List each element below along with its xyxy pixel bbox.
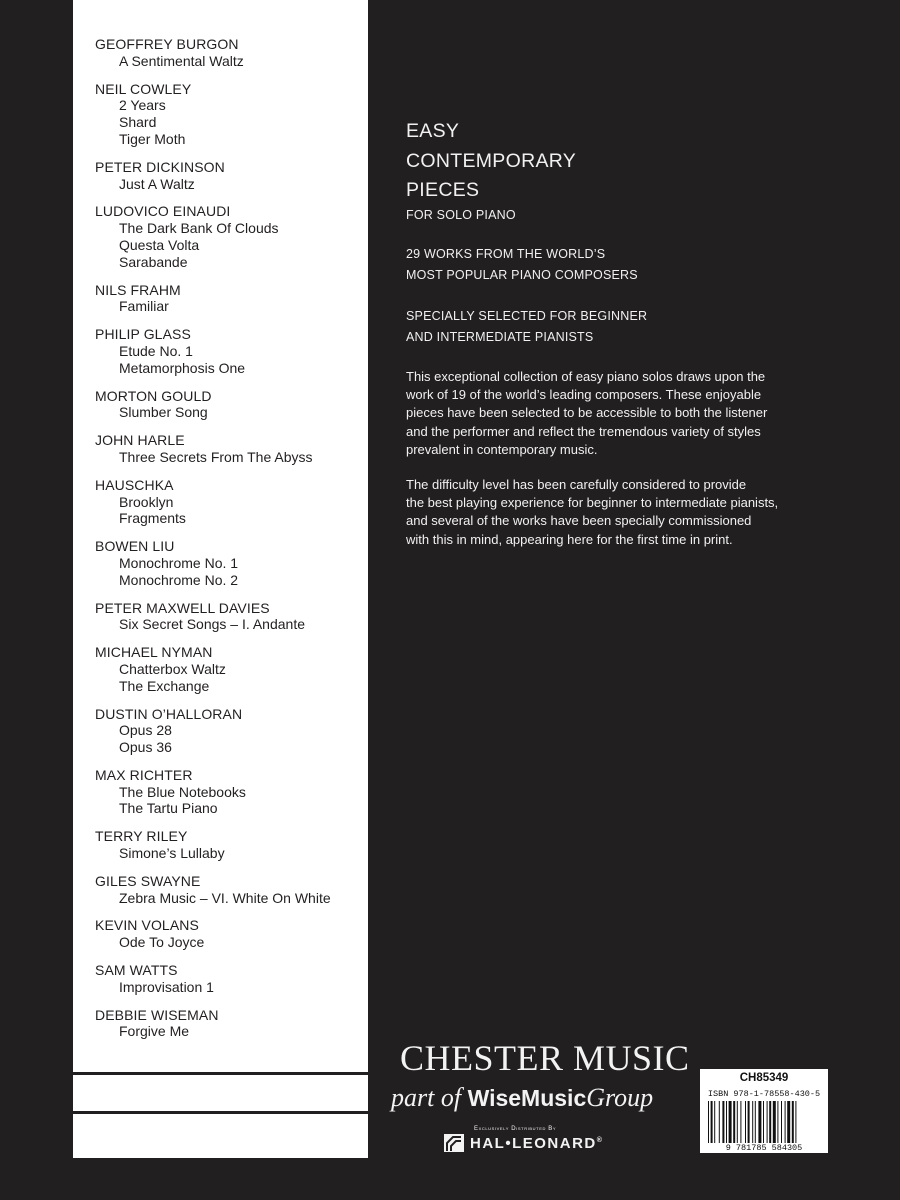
piece-title: Metamorphosis One [119,359,246,376]
piece-title: Just A Waltz [119,175,195,192]
contents-entry [95,962,365,996]
paragraph-line: and the performer and reflect the tremendous variety of styles [406,423,761,439]
barcode-bar [758,1101,761,1145]
contents-entry [95,767,365,817]
composer-name: MICHAEL NYMAN [95,644,213,661]
title-line: CONTEMPORARY [406,149,577,172]
registered-mark: ® [596,1137,604,1144]
piece-title: Shard [119,114,157,131]
contents-entry [95,326,365,376]
wise-music-wordmark: WiseMusic [467,1085,587,1111]
composer-name: SAM WATTS [95,962,178,979]
contents-entry [95,538,365,588]
piece-title: Zebra Music – VI. White On White [119,889,331,906]
contents-entry [95,388,365,422]
piece-title: The Exchange [119,677,210,694]
paragraph-line: the best playing experience for beginner to intermediate pianists, [406,495,779,511]
contents-entry [95,1007,365,1041]
contents-entry [95,203,365,270]
contents-entry [95,282,365,316]
tagline-works [406,244,638,286]
composer-name: GEOFFREY BURGON [95,36,239,52]
title-line: PIECES [406,179,480,201]
piece-title: The Dark Bank Of Clouds [119,220,279,237]
barcode-icon [706,1101,822,1145]
piece-title: Improvisation 1 [119,978,214,995]
piece-title: Six Secret Songs – I. Andante [119,616,306,633]
barcode-label [700,1069,828,1153]
barcode-bar [752,1101,753,1145]
composer-name: NEIL COWLEY [95,80,192,97]
piece-title: Three Secrets From The Abyss [119,448,313,465]
barcode-bar [737,1101,738,1145]
barcode-bar [755,1101,756,1145]
barcode-bar [769,1101,771,1145]
composer-name: PETER MAXWELL DAVIES [95,599,270,616]
barcode-bar [711,1101,713,1145]
barcode-bar [748,1101,750,1145]
part-of-text: part of [391,1083,462,1112]
contents-entry [95,81,365,148]
paragraph-line: prevalent in contemporary music. [406,441,598,457]
piece-title: Opus 28 [119,722,172,739]
barcode-bar [729,1101,732,1145]
composer-name: JOHN HARLE [95,432,185,449]
barcode-bar [777,1101,778,1145]
subtitle: FOR SOLO PIANO [406,208,516,222]
barcode-bar [714,1101,715,1145]
barcode-bar [726,1101,727,1145]
piece-title: Fragments [119,510,186,527]
contents-entry [95,706,365,756]
composer-name: PHILIP GLASS [95,326,191,343]
group-text: Group [586,1083,654,1112]
hal-leonard-icon [444,1134,464,1152]
paragraph-line: pieces have been selected to be accessible to both the listener [406,405,768,421]
barcode-bar [722,1101,724,1145]
piece-title: Chatterbox Waltz [119,660,226,677]
contents-entry [95,159,365,193]
catalog-number: CH85349 [739,1072,789,1084]
composer-name: DEBBIE WISEMAN [95,1006,219,1023]
barcode-bar [740,1101,741,1145]
piece-title: Opus 36 [119,739,172,756]
barcode-bar [787,1101,790,1145]
piece-title: Familiar [119,298,169,315]
barcode-bar [792,1101,794,1145]
book-title [406,117,576,206]
distributed-by: Exclusively Distributed By [474,1126,557,1132]
barcode-bar [733,1101,735,1145]
barcode-bar [767,1101,768,1145]
contents-entry [95,36,365,70]
contents-entry [95,477,365,527]
paragraph-line: with this in mind, appearing here for the first time in print. [406,531,733,547]
barcode-number: 9 781785 584305 [700,1143,828,1153]
tagline-selected [406,306,647,348]
description-paragraph [406,368,826,459]
contents-entry [95,644,365,694]
hal-leonard-wordmark: HAL•LEONARD [470,1135,597,1152]
piece-title: Ode To Joyce [119,934,205,951]
piece-title: Etude No. 1 [119,342,193,359]
contents-list [95,36,365,1051]
composer-name: NILS FRAHM [95,281,181,298]
composer-name: HAUSCHKA [95,476,174,493]
composer-name: MAX RICHTER [95,766,193,783]
barcode-bar [773,1101,776,1145]
barcode-bar [708,1101,709,1145]
piece-title: Monochrome No. 1 [119,554,239,571]
panel-rule [73,1111,368,1114]
piece-title: The Tartu Piano [119,800,218,817]
barcode-bar [763,1101,764,1145]
contents-entry [95,600,365,634]
composer-name: PETER DICKINSON [95,158,225,175]
composer-name: LUDOVICO EINAUDI [95,203,231,220]
isbn-text: ISBN 978-1-78558-430-5 [707,1089,821,1099]
tagline-line: MOST POPULAR PIANO COMPOSERS [406,268,638,282]
barcode-bar [745,1101,746,1145]
difficulty-paragraph [406,476,826,549]
piece-title: The Blue Notebooks [119,783,246,800]
piece-title: A Sentimental Waltz [119,52,244,69]
paragraph-line: The difficulty level has been carefully considered to provide [406,477,747,492]
panel-rule [73,1072,368,1075]
piece-title: Sarabande [119,253,188,270]
composer-name: BOWEN LIU [95,538,175,555]
composer-name: TERRY RILEY [95,828,188,845]
piece-title: Questa Volta [119,236,200,253]
piece-title: Forgive Me [119,1023,190,1040]
wise-music-logo [391,1083,653,1113]
title-line: EASY [406,120,460,142]
tagline-line: SPECIALLY SELECTED FOR BEGINNER [406,309,648,323]
contents-entry [95,432,365,466]
barcode-bar [785,1101,786,1145]
tagline-line: AND INTERMEDIATE PIANISTS [406,330,594,344]
paragraph-line: This exceptional collection of easy piano solos draws upon the [406,369,766,384]
composer-name: MORTON GOULD [95,387,212,404]
composer-name: DUSTIN O’HALLORAN [95,705,243,722]
piece-title: Monochrome No. 2 [119,571,239,588]
paragraph-line: and several of the works have been specially commissioned [406,513,752,529]
piece-title: Slumber Song [119,404,208,421]
barcode-bar [795,1101,796,1145]
paragraph-line: work of 19 of the world’s leading composers. These enjoyable [406,387,762,403]
tagline-line: 29 WORKS FROM THE WORLD’S [406,247,606,261]
barcode-bar [719,1101,720,1145]
composer-name: GILES SWAYNE [95,872,201,889]
contents-entry [95,873,365,907]
barcode-bar [781,1101,782,1145]
piece-title: 2 Years [119,97,166,114]
contents-entry [95,917,365,951]
piece-title: Simone’s Lullaby [119,845,225,862]
piece-title: Tiger Moth [119,130,186,147]
contents-entry [95,828,365,862]
composer-name: KEVIN VOLANS [95,917,199,934]
piece-title: Brooklyn [119,493,174,510]
chester-music-logo: CHESTER MUSIC [400,1038,690,1078]
